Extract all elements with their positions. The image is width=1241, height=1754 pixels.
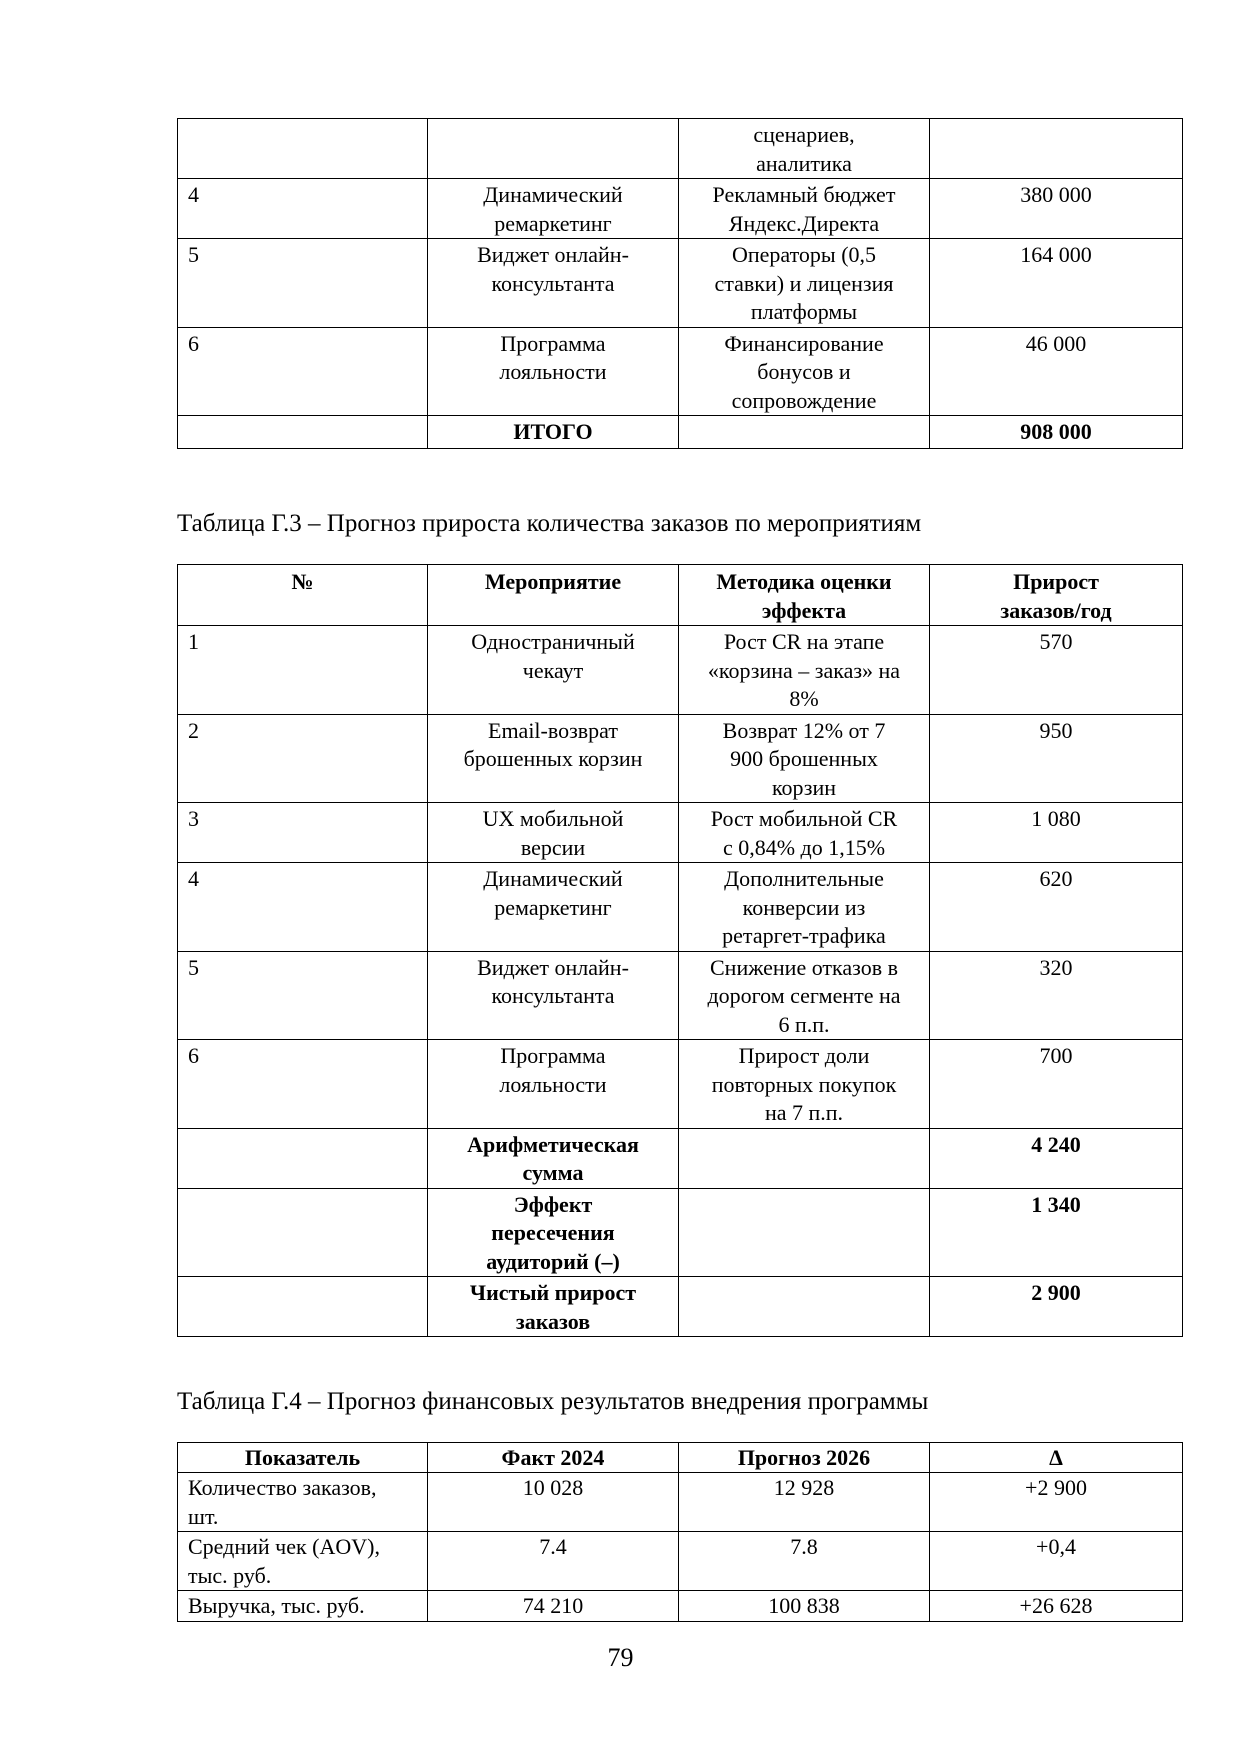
row-number: 2 (178, 714, 428, 803)
column-header: Прогноз 2026 (679, 1443, 930, 1473)
measure-cell: Одностраничный чекаут (428, 626, 679, 715)
table-row (178, 1532, 1183, 1591)
total-row (178, 416, 1183, 449)
empty-cell (679, 416, 930, 449)
method-cell: Прирост доли повторных покупок на 7 п.п. (679, 1040, 930, 1129)
table-g3-caption: Таблица Г.3 – Прогноз прироста количества заказов по мероприятиям (177, 510, 922, 537)
summary-row (178, 1188, 1183, 1277)
table-row (178, 1473, 1183, 1532)
summary-row (178, 1128, 1183, 1188)
measure-cell: UX мобильной версии (428, 803, 679, 863)
row-number: 4 (178, 863, 428, 952)
row-number: 3 (178, 803, 428, 863)
table-header-row (178, 565, 1183, 626)
forecast-cell: 7.8 (679, 1532, 930, 1591)
measure-cell: Программа лояльности (428, 1040, 679, 1129)
empty-cell (178, 1188, 428, 1277)
measure-cell: Email-возврат брошенных корзин (428, 714, 679, 803)
row-number (178, 119, 428, 179)
page-number: 79 (607, 1643, 634, 1672)
amount-cell (930, 119, 1183, 179)
resource-cell: сценариев, аналитика (679, 119, 930, 179)
column-header: Мероприятие (428, 565, 679, 626)
fact-cell: 7.4 (428, 1532, 679, 1591)
table-row (178, 327, 1183, 416)
empty-cell (178, 1128, 428, 1188)
row-number: 6 (178, 327, 428, 416)
summary-label: Эффект пересечения аудиторий (–) (428, 1188, 679, 1277)
delta-cell: +0,4 (930, 1532, 1183, 1591)
measure-cell: Виджет онлайн- консультанта (428, 951, 679, 1040)
indicator-cell: Выручка, тыс. руб. (178, 1591, 428, 1622)
summary-value: 4 240 (930, 1128, 1183, 1188)
empty-cell (679, 1188, 930, 1277)
summary-row (178, 1277, 1183, 1337)
column-header: Прирост заказов/год (930, 565, 1183, 626)
delta-cell: +26 628 (930, 1591, 1183, 1622)
table-row (178, 179, 1183, 239)
growth-cell: 950 (930, 714, 1183, 803)
summary-label: Чистый прирост заказов (428, 1277, 679, 1337)
growth-cell: 320 (930, 951, 1183, 1040)
table-row (178, 239, 1183, 328)
measure-cell (428, 119, 679, 179)
table-row (178, 714, 1183, 803)
empty-cell (679, 1128, 930, 1188)
resource-cell: Операторы (0,5 ставки) и лицензия платформы (679, 239, 930, 328)
table-row (178, 626, 1183, 715)
table-row (178, 863, 1183, 952)
indicator-cell: Средний чек (AOV), тыс. руб. (178, 1532, 428, 1591)
delta-cell: +2 900 (930, 1473, 1183, 1532)
empty-cell (679, 1277, 930, 1337)
resource-cell: Рекламный бюджет Яндекс.Директа (679, 179, 930, 239)
amount-cell: 380 000 (930, 179, 1183, 239)
method-cell: Рост CR на этапе «корзина – заказ» на 8% (679, 626, 930, 715)
row-number: 1 (178, 626, 428, 715)
measure-cell: Программа лояльности (428, 327, 679, 416)
column-header: Δ (930, 1443, 1183, 1473)
method-cell: Рост мобильной CR с 0,84% до 1,15% (679, 803, 930, 863)
method-cell: Снижение отказов в дорогом сегменте на 6 п.п. (679, 951, 930, 1040)
financial-results-table (177, 1442, 1183, 1622)
growth-cell: 620 (930, 863, 1183, 952)
row-number: 5 (178, 951, 428, 1040)
fact-cell: 10 028 (428, 1473, 679, 1532)
table-g4-caption: Таблица Г.4 – Прогноз финансовых результатов внедрения программы (177, 1388, 929, 1415)
method-cell: Дополнительные конверсии из ретаргет-трафика (679, 863, 930, 952)
forecast-cell: 100 838 (679, 1591, 930, 1622)
row-number: 5 (178, 239, 428, 328)
total-label: ИТОГО (428, 416, 679, 449)
growth-cell: 700 (930, 1040, 1183, 1129)
column-header: Факт 2024 (428, 1443, 679, 1473)
amount-cell: 164 000 (930, 239, 1183, 328)
row-number: 4 (178, 179, 428, 239)
amount-cell: 46 000 (930, 327, 1183, 416)
total-amount: 908 000 (930, 416, 1183, 449)
empty-cell (178, 1277, 428, 1337)
measure-cell: Виджет онлайн- консультанта (428, 239, 679, 328)
table-header-row (178, 1443, 1183, 1473)
empty-cell (178, 416, 428, 449)
growth-cell: 1 080 (930, 803, 1183, 863)
forecast-cell: 12 928 (679, 1473, 930, 1532)
table-row (178, 119, 1183, 179)
table-row (178, 1591, 1183, 1622)
summary-label: Арифметическая сумма (428, 1128, 679, 1188)
table-row (178, 803, 1183, 863)
measure-cell: Динамический ремаркетинг (428, 863, 679, 952)
budget-table-continuation (177, 118, 1183, 449)
summary-value: 1 340 (930, 1188, 1183, 1277)
method-cell: Возврат 12% от 7 900 брошенных корзин (679, 714, 930, 803)
orders-growth-table (177, 564, 1183, 1337)
table-row (178, 1040, 1183, 1129)
growth-cell: 570 (930, 626, 1183, 715)
summary-value: 2 900 (930, 1277, 1183, 1337)
resource-cell: Финансирование бонусов и сопровождение (679, 327, 930, 416)
column-header: Показатель (178, 1443, 428, 1473)
fact-cell: 74 210 (428, 1591, 679, 1622)
measure-cell: Динамический ремаркетинг (428, 179, 679, 239)
column-header: № (178, 565, 428, 626)
column-header: Методика оценки эффекта (679, 565, 930, 626)
row-number: 6 (178, 1040, 428, 1129)
indicator-cell: Количество заказов, шт. (178, 1473, 428, 1532)
table-row (178, 951, 1183, 1040)
